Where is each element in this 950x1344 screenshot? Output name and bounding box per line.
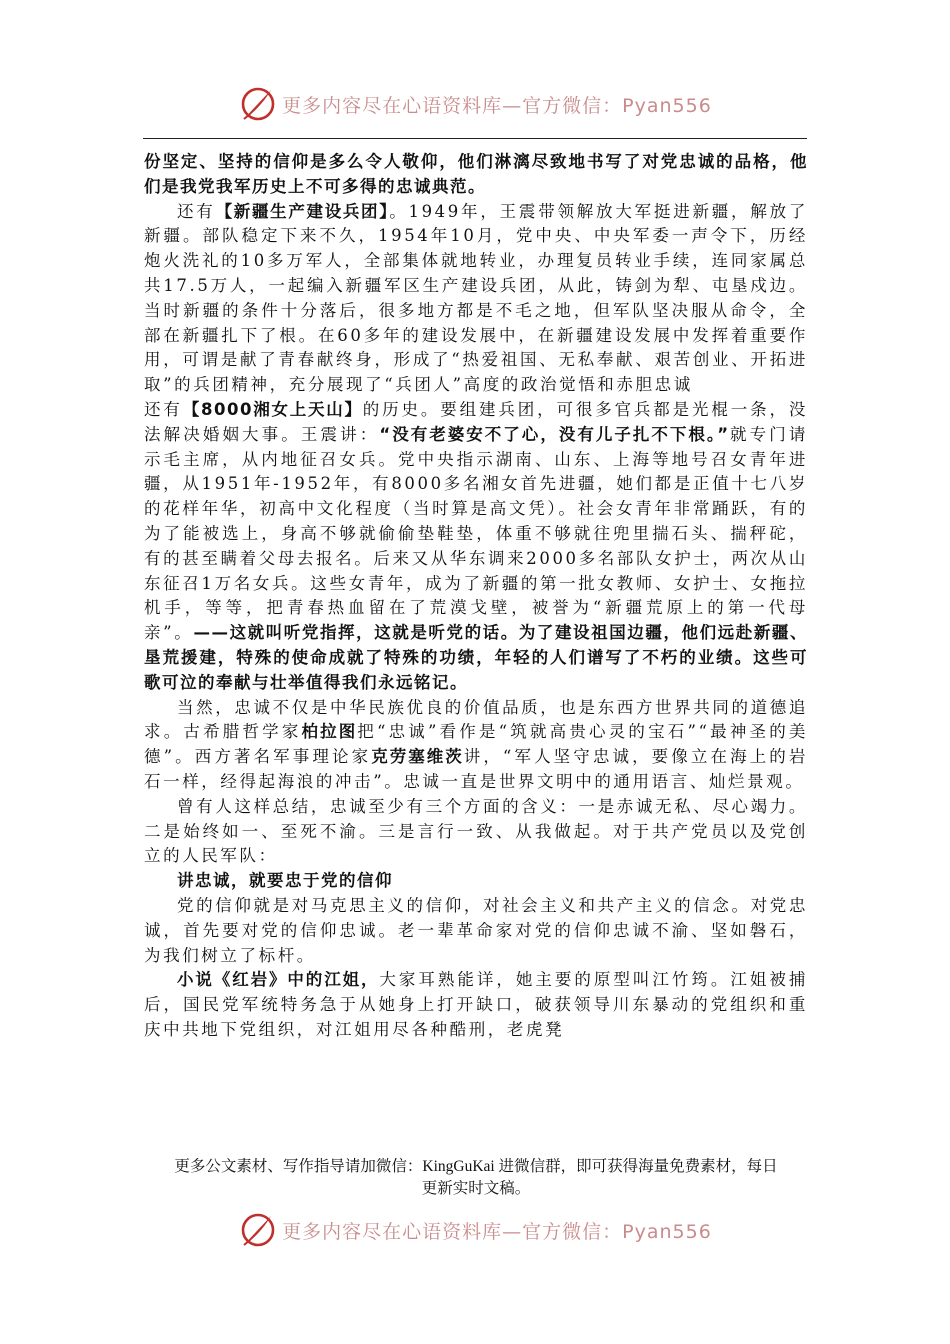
- section-heading: 讲忠诚，就要忠于党的信仰: [177, 871, 393, 891]
- paragraph-1: 份坚定、坚持的信仰是多么令人敬仰，他们淋漓尽致地书写了对党忠诚的品格，他们是我党我军历史上不可多得的忠诚典范。: [144, 152, 808, 196]
- paragraph-2: 还有【新疆生产建设兵团】。1949年，王震带领解放大军挺进新疆，解放了新疆。部队稳定下来不久，1954年10月，党中央、中央军委一声令下，历经炮火洗礼的10多万军人，全部集体就地转业，办理复员转业手续，连同家属总共17.5万人，一起编入新疆军区生产建设兵团，从此，铸剑为犁、屯垦戍边。当时新疆的条件十分落后，很多地方都是不毛之地，但军队坚决服从命令，全部在新疆扎下了根。在60多年的建设发展中，在新疆建设发展中发挥着重要作用，可谓是献了青春献终身，形成了“热爱祖国、无私奉献、艰苦创业、开拓进取”的兵团精神，充分展现了“兵团人”高度的政治觉悟和赤胆忠诚: [144, 201, 809, 395]
- paragraph-4: 当然，忠诚不仅是中华民族优良的价值品质，也是东西方世界共同的道德追求。古希腊哲学家柏拉图把“忠诚”看作是“筑就高贵心灵的宝石”“最神圣的美德”。西方著名军事理论家克劳塞维茨讲，“军人坚守忠诚，要像立在海上的岩石一样，经得起海浪的冲击”。忠诚一直是世界文明中的通用语言、灿烂景观。: [144, 697, 809, 791]
- quill-logo-icon: [238, 84, 278, 124]
- banner-text: 更多内容尽在心语资料库—官方微信：Pyan556: [282, 1220, 712, 1243]
- footer-banner: [0, 1208, 950, 1252]
- paragraph-7: 党的信仰就是对马克思主义的信仰，对社会主义和共产主义的信念。对党忠诚，首先要对党的信仰忠诚。老一辈革命家对党的信仰忠诚不渝、坚如磐石，为我们树立了标杆。: [144, 895, 808, 965]
- document-body: [144, 150, 808, 1043]
- paragraph-3: 还有【8000湘女上天山】的历史。要组建兵团，可很多官兵都是光棍一条，没法解决婚姻大事。王震讲：“没有老婆安不了心，没有儿子扎不下根。”就专门请示毛主席，从内地征召女兵。党中央指示湖南、山东、上海等地号召女青年进疆，从1951年-1952年，有8000多名湘女首先进疆，她们都是正值十七八岁的花样年华，初高中文化程度（当时算是高文凭）。社会女青年非常踊跃，有的为了能被选上，身高不够就偷偷垫鞋垫，体重不够就往兜里揣石头、揣秤砣，有的甚至瞒着父母去报名。后来又从华东调来2000多名部队女护士，两次从山东征召1万名女兵。这些女青年，成为了新疆的第一批女教师、女护士、女拖拉机手，等等，把青春热血留在了荒漠戈壁，被誉为“新疆荒原上的第一代母亲”。——这就叫听党指挥，这就是听党的话。为了建设祖国边疆，他们远赴新疆、垦荒援建，特殊的使命成就了特殊的功绩，年轻的人们谱写了不朽的业绩。这些可歌可泣的奉献与壮举值得我们永远铭记。: [144, 399, 808, 692]
- quill-logo-icon: [238, 1210, 278, 1250]
- banner-text: 更多内容尽在心语资料库—官方微信：Pyan556: [282, 94, 712, 117]
- header-rule: [143, 138, 807, 139]
- paragraph-5: 曾有人这样总结，忠诚至少有三个方面的含义：一是赤诚无私、尽心竭力。二是始终如一、至死不渝。三是言行一致、从我做起。对于共产党员以及党创立的人民军队：: [144, 796, 808, 866]
- header-banner: [0, 82, 950, 126]
- footer-note: 更多公文素材、写作指导请加微信：KingGuKai 进微信群，即可获得海量免费素材，每日 更新实时文稿。: [174, 1158, 778, 1197]
- paragraph-8: 小说《红岩》中的江姐，大家耳熟能详，她主要的原型叫江竹筠。江姐被捕后，国民党军统特务急于从她身上打开缺口，破获领导川东暴动的党组织和重庆中共地下党组织，对江姐用尽各种酷刑，老虎凳: [144, 970, 809, 1039]
